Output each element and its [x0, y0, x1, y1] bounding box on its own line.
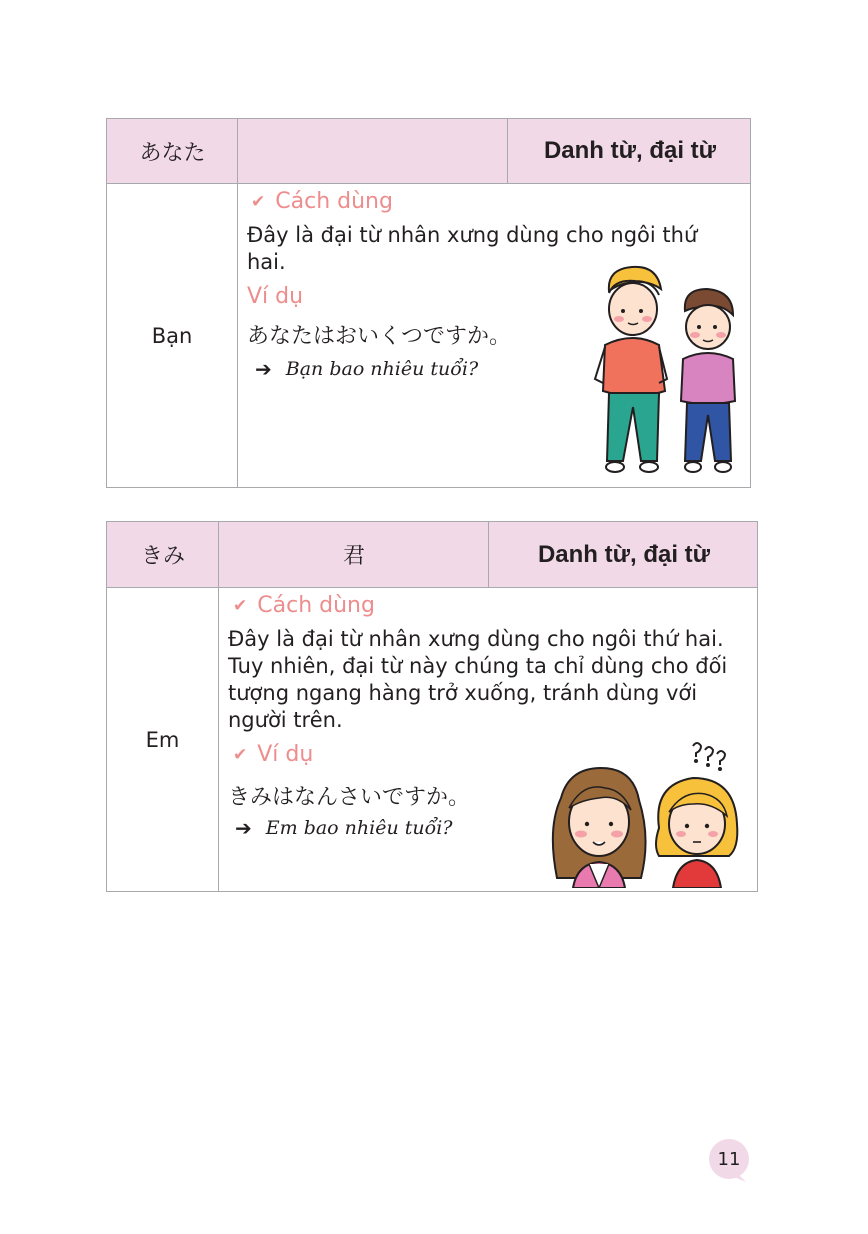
example-translation	[255, 357, 478, 381]
translation-text: Em bao nhiêu tuổi?	[265, 817, 453, 839]
usage-line: người trên.	[228, 708, 343, 732]
usage-line: hai.	[247, 250, 286, 274]
boy-right	[681, 289, 735, 472]
page-number: 11	[717, 1148, 741, 1170]
meaning-cell: Bạn	[151, 323, 193, 348]
example-heading	[247, 284, 303, 309]
example-label: Ví dụ	[257, 742, 314, 767]
usage-line: Tuy nhiên, đại từ này chúng ta chỉ dùng cho đối	[228, 654, 728, 678]
kanji-cell: 君	[342, 544, 365, 569]
usage-text	[228, 626, 748, 734]
header-divider	[218, 522, 219, 587]
page-number-badge	[708, 1138, 750, 1180]
question-marks-icon	[693, 743, 725, 770]
usage-line: Đây là đại từ nhân xưng dùng cho ngôi thứ hai.	[228, 627, 724, 651]
example-jp: あなたはおいくつですか。	[247, 324, 512, 349]
word-type-cell: Danh từ, đại từ	[537, 540, 711, 568]
example-translation	[235, 816, 453, 840]
girl-right	[656, 778, 737, 888]
check-icon: ✔	[233, 744, 248, 765]
check-icon: ✔	[233, 595, 248, 616]
column-divider	[237, 183, 238, 488]
usage-label: Cách dùng	[257, 593, 375, 618]
vocab-card-kimi	[106, 521, 758, 892]
card-header	[107, 522, 757, 588]
header-divider	[488, 522, 489, 587]
example-heading	[233, 742, 313, 767]
arrow-right-icon: ➔	[255, 357, 272, 381]
boy-left	[595, 267, 667, 472]
vocab-card-anata	[106, 118, 751, 488]
arrow-right-icon: ➔	[235, 816, 252, 840]
column-divider	[218, 587, 219, 892]
usage-heading	[233, 593, 375, 618]
header-divider	[507, 119, 508, 183]
usage-label: Cách dùng	[275, 189, 393, 214]
header-divider	[237, 119, 238, 183]
translation-text: Bạn bao nhiêu tuổi?	[285, 358, 479, 380]
girl-left	[553, 768, 646, 888]
two-boys-illustration	[587, 261, 737, 483]
check-icon: ✔	[251, 191, 266, 212]
reading-cell: あなた	[139, 140, 206, 166]
usage-line: Đây là đại từ nhân xưng dùng cho ngôi thứ	[247, 223, 698, 247]
usage-heading	[251, 189, 393, 214]
kanji-cell	[238, 119, 508, 183]
usage-line: tượng ngang hàng trở xuống, tránh dùng với	[228, 681, 698, 705]
reading-cell: きみ	[140, 544, 185, 569]
word-type-cell: Danh từ, đại từ	[543, 137, 717, 164]
example-label: Ví dụ	[247, 284, 304, 309]
example-jp: きみはなんさいですか。	[228, 785, 471, 810]
two-girls-illustration	[543, 738, 749, 888]
meaning-cell: Em	[145, 727, 180, 752]
card-header	[107, 119, 750, 184]
